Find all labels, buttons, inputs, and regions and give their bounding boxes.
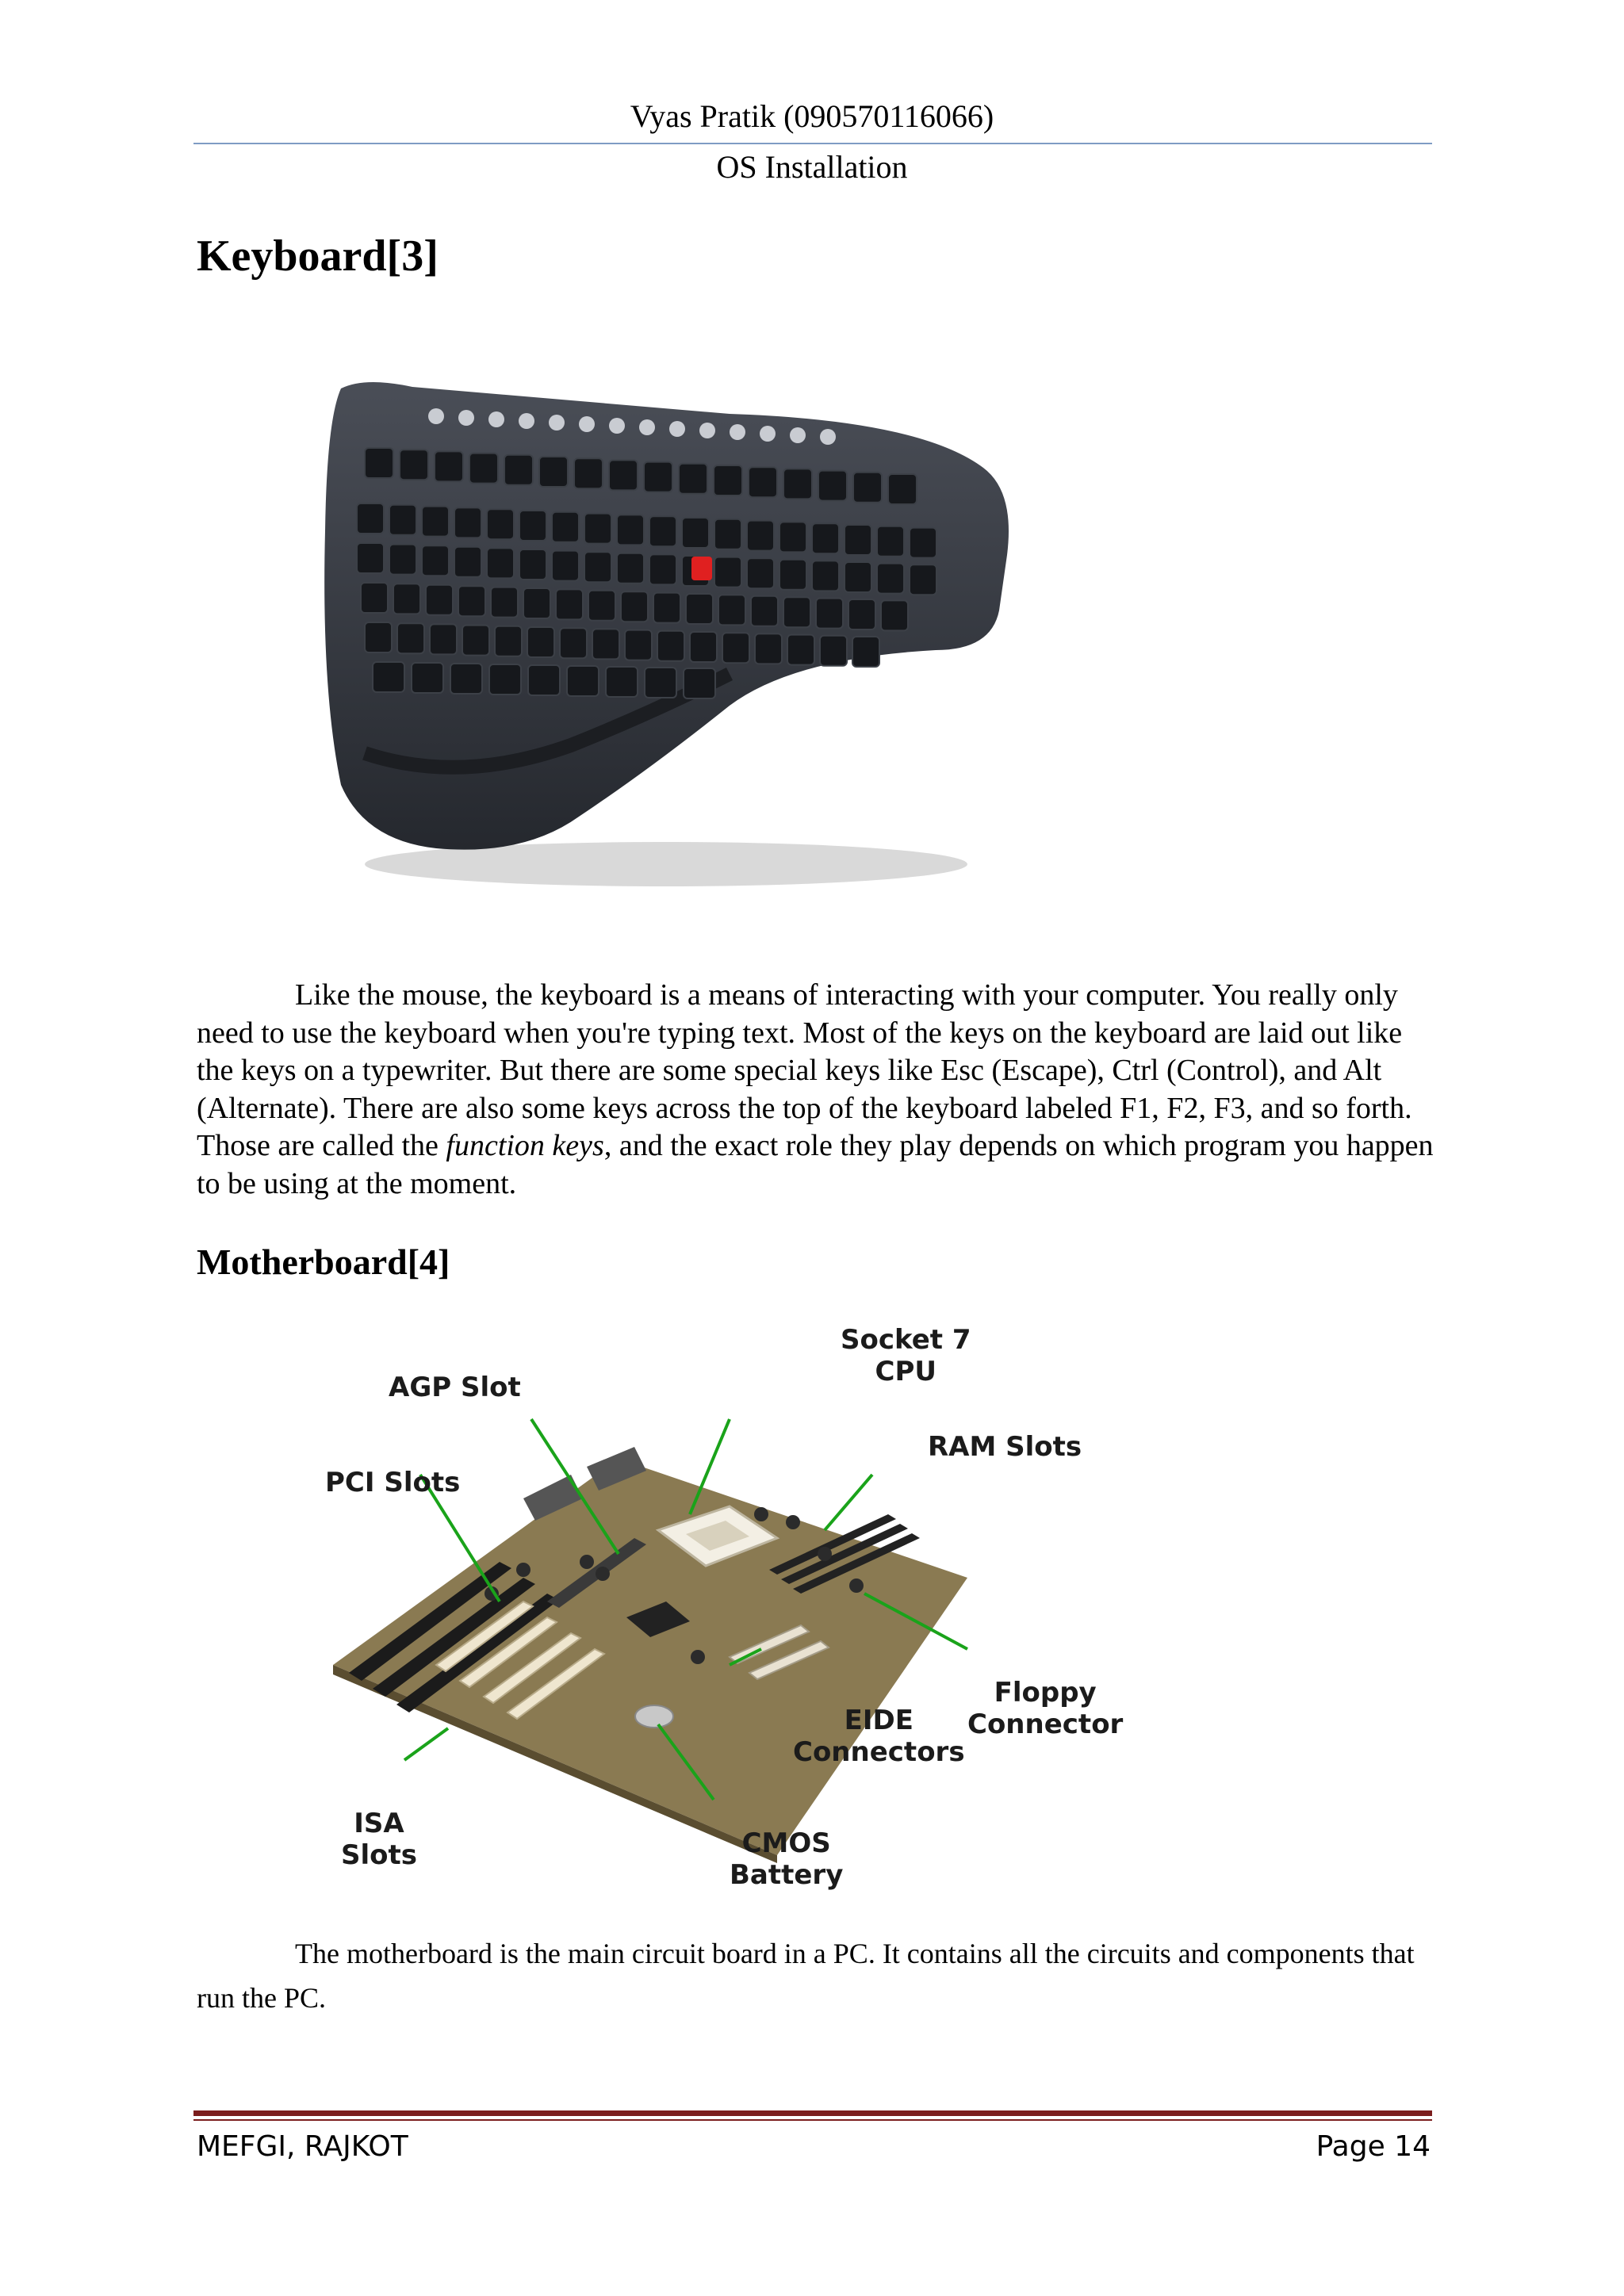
keyboard-key [845, 562, 871, 592]
label-ram-slots [928, 1431, 1082, 1463]
keyboard-key [644, 462, 672, 492]
keyboard-key [592, 629, 619, 659]
keyboard-key [462, 626, 489, 656]
keyboard-key [625, 630, 652, 660]
keyboard-key [489, 664, 521, 695]
header-author: Vyas Pratik (090570116066) [630, 98, 994, 134]
keyboard-key [450, 664, 482, 694]
label-floppy-connector [967, 1677, 1123, 1740]
label-socket-cpu-text: Socket 7 CPU [841, 1324, 971, 1387]
keyboard-key [609, 460, 638, 490]
keyboard-key [779, 560, 806, 590]
keyboard-key [787, 635, 814, 665]
media-button [699, 423, 715, 438]
keyboard-key [552, 512, 579, 542]
header-rule [193, 143, 1432, 144]
motherboard-paragraph [197, 1931, 1434, 2020]
media-button [579, 416, 595, 432]
keyboard-key [852, 637, 879, 667]
media-button [488, 411, 504, 427]
label-agp-slot-text: AGP Slot [389, 1372, 521, 1403]
keyboard-key [617, 515, 644, 545]
keyboard-key [422, 507, 449, 537]
keyboard-key [430, 624, 457, 654]
label-agp-slot [389, 1372, 521, 1403]
motherboard-heading: Motherboard[4] [197, 1242, 450, 1282]
keyboard-key [567, 666, 599, 696]
keyboard-key [812, 523, 839, 553]
keyboard-key [426, 585, 453, 615]
keyboard-key [519, 511, 546, 541]
keyboard-key [491, 587, 518, 618]
keyboard-key [435, 451, 463, 481]
keyboard-paragraph-part1: Like the mouse, the keyboard is a means of interacting with your computer. You really only need to use the keyboard when you're typing text. Most of the keys on the keyboard are laid out like the keys on a typewriter. But there are some special keys like Esc (Escape), Ctrl (Control), and Alt (Alternate). There are also some keys across the top of the keyboard labeled F1, F2, F3, and so forth. Those are called the [197, 978, 1412, 1162]
keyboard-key [653, 593, 680, 623]
keyboard-key [747, 558, 774, 588]
keyboard-key [389, 545, 416, 575]
motherboard-image [285, 1316, 1142, 1903]
label-ram-slots-text: RAM Slots [928, 1431, 1082, 1463]
keyboard-key [361, 583, 388, 613]
header-title: OS Installation [716, 149, 908, 185]
keyboard-key [881, 600, 908, 630]
keyboard-illustration [317, 373, 1015, 896]
keyboard-key [877, 564, 904, 594]
keyboard-key [686, 594, 713, 624]
media-button [820, 429, 836, 445]
keyboard-key [469, 453, 498, 484]
keyboard-paragraph-part2: , and the exact role they play depends on which program you happen to be using at the moment. [197, 1129, 1434, 1200]
keyboard-key [495, 626, 522, 656]
keyboard-key [389, 505, 416, 535]
footer-rule-thick [193, 2110, 1432, 2116]
keyboard-key [487, 509, 514, 539]
keyboard-key [373, 662, 404, 692]
keyboard-key [584, 514, 611, 544]
keyboard-key [519, 549, 546, 580]
keyboard-key [458, 586, 485, 616]
keyboard-key [684, 668, 715, 698]
keyboard-key [556, 589, 583, 619]
media-button [669, 421, 685, 437]
label-isa-slots [341, 1808, 417, 1871]
keyboard-key [357, 503, 384, 534]
keyboard-key [657, 631, 684, 661]
label-eide-connectors [793, 1705, 965, 1768]
keyboard-key [845, 525, 871, 555]
footer-rule-thin [193, 2119, 1432, 2121]
media-button [458, 410, 474, 426]
media-button [428, 408, 444, 424]
media-button [549, 415, 565, 430]
label-pci-slots [325, 1467, 460, 1498]
label-eide-connectors-text: EIDE Connectors [793, 1705, 965, 1768]
pointing-stick-key [691, 557, 712, 580]
keyboard-image [317, 373, 1015, 896]
label-socket-cpu [841, 1324, 971, 1387]
keyboard-key [718, 595, 745, 625]
keyboard-key [783, 469, 812, 499]
keyboard-key [755, 633, 782, 664]
keyboard-key [682, 518, 709, 548]
keyboard-key [649, 554, 676, 584]
keyboard-key [527, 627, 554, 657]
keyboard-key [487, 548, 514, 578]
keyboard-key [853, 473, 882, 503]
label-isa-slots-text: ISA Slots [341, 1808, 417, 1871]
media-button [760, 426, 776, 442]
keyboard-key [751, 596, 778, 626]
keyboard-key [714, 465, 742, 496]
keyboard-key [749, 467, 777, 497]
label-cmos-battery [730, 1827, 843, 1891]
keyboard-key [365, 448, 393, 478]
keyboard-key [560, 628, 587, 658]
keyboard-key [910, 528, 936, 558]
keyboard-key [584, 552, 611, 582]
keyboard-key [877, 526, 904, 557]
keyboard-key [816, 599, 843, 629]
keyboard-key [779, 522, 806, 552]
keyboard-key [397, 623, 424, 653]
keyboard-key [645, 668, 676, 698]
keyboard-key [588, 591, 615, 621]
keyboard-key [722, 633, 749, 663]
keyboard-key [714, 519, 741, 549]
keyboard-key [621, 591, 648, 622]
media-button [519, 413, 534, 429]
keyboard-heading: Keyboard[3] [197, 232, 439, 281]
label-pci-slots-text: PCI Slots [325, 1467, 461, 1498]
keyboard-key [523, 588, 550, 618]
keyboard-key [454, 507, 481, 538]
keyboard-key [820, 636, 847, 666]
keyboard-key [649, 516, 676, 546]
keyboard-key [539, 457, 568, 487]
keyboard-key [606, 667, 638, 697]
footer-page-number: Page 14 [1316, 2130, 1431, 2163]
keyboard-paragraph [197, 977, 1434, 1203]
keyboard-key [528, 665, 560, 695]
keyboard-key [617, 553, 644, 584]
keyboard-key [783, 597, 810, 627]
keyboard-key [393, 584, 420, 614]
keyboard-key [848, 599, 875, 629]
label-cmos-battery-text: CMOS Battery [730, 1827, 844, 1891]
keyboard-key [454, 547, 481, 577]
function-keys-term: function keys [446, 1129, 604, 1162]
keyboard-key [412, 663, 443, 693]
label-floppy-connector-text: Floppy Connector [967, 1677, 1124, 1740]
keyboard-key [574, 458, 603, 488]
keyboard-key [818, 471, 847, 501]
keyboard-key [747, 521, 774, 551]
footer-institution: MEFGI, RAJKOT [197, 2130, 408, 2163]
keyboard-key [504, 455, 533, 485]
keyboard-key [679, 464, 707, 494]
keyboard-key [552, 551, 579, 581]
keyboard-key [357, 543, 384, 573]
media-button [730, 424, 745, 440]
keyboard-key [812, 561, 839, 591]
keyboard-key [365, 622, 392, 652]
keyboard-key [888, 474, 917, 504]
media-button [639, 419, 655, 435]
motherboard-paragraph-text: The motherboard is the main circuit board in a PC. It contains all the circuits and components that run the PC. [197, 1938, 1415, 2014]
media-button [609, 418, 625, 434]
keyboard-key [714, 557, 741, 587]
keyboard-key [422, 545, 449, 576]
cmos-battery [635, 1705, 673, 1728]
media-button [790, 427, 806, 443]
keyboard-key [690, 632, 717, 662]
keyboard-key [910, 564, 936, 595]
keyboard-key [400, 450, 428, 480]
